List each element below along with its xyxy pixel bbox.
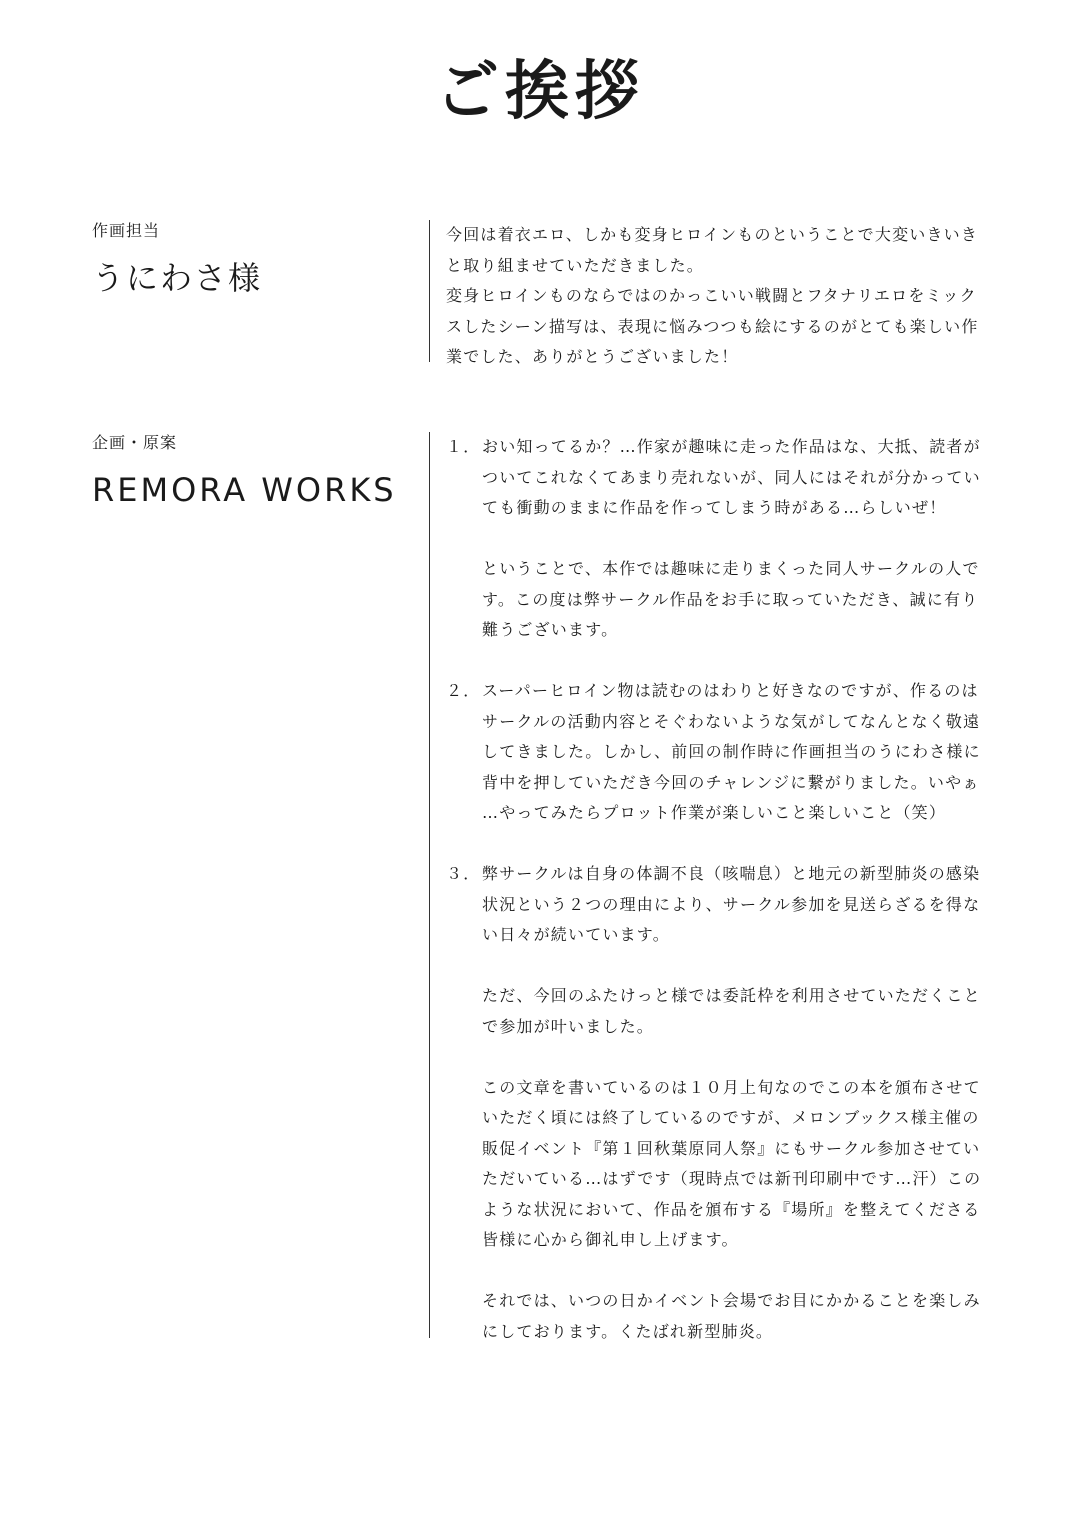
item-paragraph [482,859,1031,951]
paragraph-line: ただいている…はずです（現時点では新刊印刷中です…汗）この [482,1169,982,1188]
paragraph-line: 販促イベント『第１回秋葉原同人祭』にもサークル参加させてい [482,1138,981,1158]
item-number: ２． [446,681,481,700]
paragraph-line: ということで、本作では趣味に走りまくった同人サークルの人で [482,559,980,578]
item-number: ３． [446,864,481,883]
paragraph-line: スーパーヒロイン物は読むのはわりと好きなのですが、作るのは [482,681,979,700]
list-item [446,432,1031,646]
paragraph-line: してきました。しかし、前回の制作時に作画担当のうにわさ様に [482,742,981,761]
list-item [446,676,1031,829]
item-paragraph [482,554,1031,646]
item-paragraph [482,1286,1031,1347]
item-paragraph [482,432,1031,524]
numbered-list [446,432,1031,1347]
paragraph-line: で参加が叶いました。 [482,1016,655,1036]
paragraph-line: い日々が続いています。 [482,925,670,944]
paragraph-line: この文章を書いているのは１０月上旬なのでこの本を頒布させて [482,1077,981,1097]
credit-message [446,220,1031,373]
paragraph-line: ような状況において、作品を頒布する『場所』を整えてくださる [482,1199,981,1219]
message-line: と取り組ませていただきました。 [446,255,705,275]
page-title: ご挨拶 [435,54,645,129]
paragraph-line: 難うございます。 [482,620,619,639]
paragraph-line: それでは、いつの日かイベント会場でお目にかかることを楽しみ [482,1291,981,1310]
message-line: 今回は着衣エロ、しかも変身ヒロインものということで大変いきいき [446,225,979,244]
paragraph-line: 弊サークルは自身の体調不良（咳喘息）と地元の新型肺炎の感染 [482,864,981,883]
message-line: スしたシーン描写は、表現に悩みつつも絵にするのがとても楽しい作 [446,316,979,336]
paragraph-line: おい知ってるか？…作家が趣味に走った作品はな、大抵、読者が [482,437,981,456]
role-label: 企画・原案 [92,433,178,452]
paragraph-line: す。この度は弊サークル作品をお手に取っていただき、誠に有り [482,589,979,609]
item-paragraph [482,1073,1031,1256]
paragraph-line: サークルの活動内容とそぐわないような気がしてなんとなく敬遠 [482,711,981,731]
credit-header [92,220,412,300]
paragraph-line: ただ、今回のふたけっと様では委託枠を利用させていただくこと [482,986,981,1005]
paragraph-line: 状況という２つの理由により、サークル参加を見送らざるを得な [482,894,981,914]
role-label: 作画担当 [92,221,161,240]
message-line: 変身ヒロインものならではのかっこいい戦闘とフタナリエロをミック [446,286,977,305]
paragraph-line: …やってみたらプロット作業が楽しいこと楽しいこと（笑） [482,803,947,822]
credit-name: うにわさ様 [92,259,263,297]
message-line: 業でした、ありがとうございました！ [446,347,739,366]
paragraph-line: ついてこれなくてあまり売れないが、同人にはそれが分かってい [482,467,981,487]
item-paragraph [482,981,1031,1042]
list-item [446,859,1031,1347]
paragraph-line: 背中を押していただき今回のチャレンジに繋がりました。いやぁ [482,772,980,792]
vertical-divider [429,432,430,1338]
paragraph-line: いただく頃には終了しているのですが、メロンブックス様主催の [482,1108,980,1127]
paragraph-line: にしております。くたばれ新型肺炎。 [482,1321,774,1341]
paragraph-line: 皆様に心から御礼申し上げます。 [482,1230,739,1249]
vertical-divider [429,220,430,362]
credit-header [92,432,412,512]
item-paragraph [482,676,1031,829]
credit-name: REMORA WORKS [92,471,397,509]
paragraph-line: ても衝動のままに作品を作ってしまう時がある…らしいぜ！ [482,498,947,517]
item-number: １． [446,437,481,456]
